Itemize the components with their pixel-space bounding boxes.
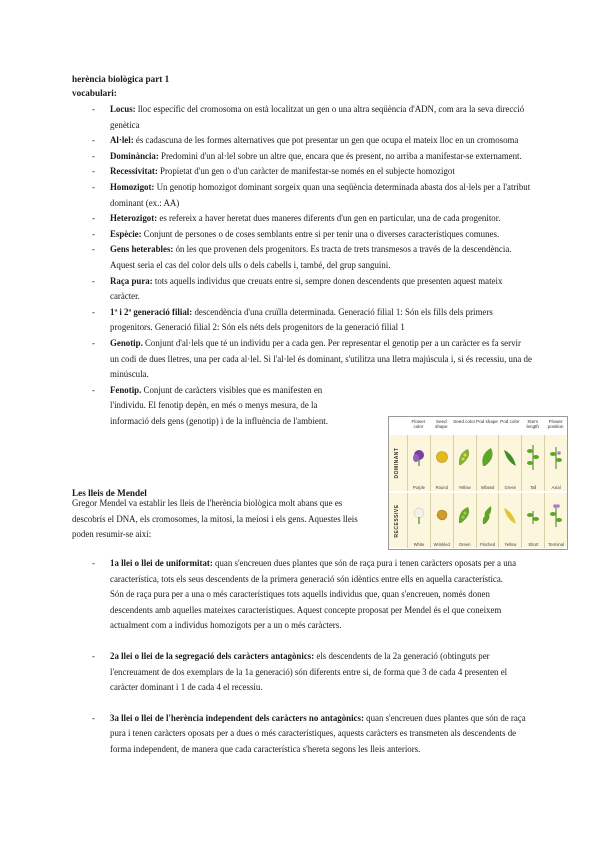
list-item: - Recessivitat: Propietat d'un gen o d'un caràcter de manifestar-se només en el subjecte homozigot (92, 166, 455, 177)
term: Fenotip. (110, 384, 142, 395)
inflated-pod-icon (479, 446, 497, 468)
definition: Un genotip homozigot dominant sorgeix quan una seqüència determinada abasta dos al·lels per a l'atribut dominant (ex.: AA) (110, 181, 531, 208)
green-pod-icon (501, 446, 519, 468)
term: 1ª i 2ª generació filial: (110, 306, 193, 317)
terminal-flower-icon (549, 502, 563, 528)
term: Homozigot: (110, 181, 155, 192)
term: Dominància: (110, 150, 159, 161)
recessive-row-label: RECESSIVE (389, 493, 407, 548)
law-title: 3a llei o llei de l'herència independent dels caràcters no antagònics: (110, 712, 364, 723)
law-text: quan s'encreuen dues plantes que són de raça pura i tenen caràcters oposats per a dues o més característiques, aquests caràcters es transmeten als descendents de forma independent, de manera que cada característica s'hereta segons les lleis anteriors. (110, 712, 526, 754)
short-plant-icon (526, 505, 540, 525)
list-item: - Dominància: Predomini d'un al·lel sobre un altre que, encara que és present, no arriba a manifestar-se externament. (92, 150, 522, 161)
wrinkled-seed-icon (434, 507, 450, 523)
list-item: - 1a llei o llei de uniformitat: quan s'encreuen dues plantes que són de raça pura i tenen caràcters oposats per a una característica, tots els seus descendents de la primera generació són idèntics entre ells en aquella característica. Són de raça pura per a una o més característiques tots aquells individus que, quan s'encreuen, només donen descendents amb aquelles mateixes característiques. Aquest concepte proposat per Mendel és el que coneixem actualment com a individus homozigots per a un o més caràcters. (92, 558, 517, 631)
yellow-pod-seeds-icon (456, 447, 474, 467)
law-title: 2a llei o llei de la segregació dels caràcters antagònics: (110, 650, 315, 661)
term: Espècie: (110, 228, 142, 239)
term: Heterozigot: (110, 213, 158, 224)
trait-cell: Terminal (544, 493, 567, 548)
column-label: Seed color (453, 419, 476, 424)
definition: Conjunt de caràcters visibles que es manifesten en l'individu. El fenotip depèn, en més o menys mesura, de la informació dels gens (genotip) i de la influència de l'ambient. (110, 384, 328, 426)
term: Raça pura: (110, 275, 153, 286)
column-label: Seed shape (435, 419, 448, 429)
trait-cell: Round (430, 435, 453, 491)
definition: es refereix a haver heretat dues maneres diferents d'un gen en particular, una de cada progenitor. (157, 213, 501, 224)
trait-cell: Yellow (453, 435, 476, 491)
trait-cell: Inflated (476, 435, 499, 491)
trait-cell: Green (498, 435, 521, 491)
yellow-pod-icon (501, 504, 519, 526)
purple-flower-icon (411, 448, 427, 466)
column-label: Pod shape (476, 419, 498, 424)
trait-cell: Yellow (498, 493, 521, 548)
green-pod-seeds-icon (456, 505, 474, 525)
term: Gens heterables: (110, 244, 174, 255)
definition: Conjunt de persones o de coses semblants entre si per tenir una o diverses característiques comunes. (141, 228, 500, 239)
pea-traits-figure (388, 416, 568, 550)
recessive-row (407, 493, 567, 548)
trait-cell: Wrinkled (430, 493, 453, 548)
law-text: quan s'encreuen dues plantes que són de raça pura i tenen caràcters oposats per a una característica, tots els seus descendents de la primera generació són idèntics entre ells en aquella característica. (110, 558, 517, 584)
definition: ón les que provenen dels progenitors. Es tracta de trets transmesos a través de la descendència. Aquest seria el cas del color dels ulls o dels cabells i, també, del grup sanguini. (110, 244, 512, 270)
list-item: - Heterozigot: es refereix a haver heretat dues maneres diferents d'un gen en particular, una de cada progenitor. (92, 213, 501, 224)
vocabulary-list (0, 102, 560, 429)
trait-cell: Pinched (476, 493, 499, 548)
definition: Predomini d'un al·lel sobre un altre que, encara que és present, no arriba a manifestar-se externament. (158, 150, 522, 161)
list-item: - 1ª i 2ª generació filial: descendència d'una cruïlla determinada. Generació filial 1: Són els fills dels primers progenitors. Generació filial 2: Són els néts dels progenitors de la generació filial 1 (92, 306, 493, 333)
trait-cell: Short (521, 493, 544, 548)
list-item: - Fenotip. Conjunt de caràcters visibles que es manifesten en l'individu. El fenotip depèn, en més o menys mesura, de la informació dels gens (genotip) i de la influència de l'ambient. (92, 384, 328, 426)
column-label: Flower position (547, 419, 564, 429)
definition: Conjunt d'al·lels que té un individu per a cada gen. Per representar el genotip per a un caràcter es fa servir un codi de dues lletres, una per cada al·lel. Si l'al·lel és dominant, s'utilitza una lletra majúscula i, si és recessiu, una de minúscula. (110, 337, 532, 380)
dominant-row-label: DOMINANT (389, 435, 407, 491)
pinched-pod-icon (479, 504, 497, 526)
law-text: els descendents de la 2a generació (obtinguts per l'encreuament de dos exemplars de la 1a generació) són diferents entre si, de forma que 3 de cada 4 presenten el caràcter dominant i 1 de cada 4 el recessiu. (110, 650, 508, 693)
law-title: 1a llei o llei de uniformitat: (110, 558, 213, 568)
list-item: - Locus: lloc específic del cromosoma on està localitzat un gen o una altra seqüència d'ADN, com ara la seva direcció genètica (92, 104, 525, 130)
definition: descendència d'una cruïlla determinada. Generació filial 1: Són els fills dels primers progenitors. Generació filial 2: Són els néts dels progenitors de la generació filial 1 (110, 306, 493, 333)
document-title: herència biològica part 1 (72, 74, 170, 84)
definition: Propietat d'un gen o d'un caràcter de manifestar-se només en el subjecte homozigot (157, 166, 455, 177)
column-label: Flower color (411, 419, 426, 429)
list-item: - Genotip. Conjunt d'al·lels que té un individu per a cada gen. Per representar el genotip per a un caràcter es fa servir un codi de dues lletres, una per cada al·lel. Si l'al·lel és dominant, s'utilitza una lletra majúscula i, si és recessiu, una de minúscula. (92, 337, 532, 380)
term: Al·lel: (110, 135, 134, 146)
term: Recessivitat: (110, 166, 158, 177)
dominant-row (407, 435, 567, 491)
trait-cell: Tall (521, 435, 544, 491)
trait-cell: Purple (407, 435, 430, 491)
trait-cell: Axial (544, 435, 567, 491)
trait-cell: White (407, 493, 430, 548)
term: Genotip. (110, 337, 143, 348)
definition: és cadascuna de les formes alternatives que pot presentar un gen que ocupa el mateix lloc en un cromosoma (133, 135, 519, 146)
figure-header (407, 417, 567, 435)
list-item: - 3a llei o llei de l'herència independent dels caràcters no antagònics: quan s'encreuen dues plantes que són de raça pura i tenen caràcters oposats per a dues o més característiques, aquests caràcters es transmeten als descendents de forma independent, de manera que cada característica s'hereta segons les lleis anteriors. (92, 712, 526, 754)
list-item: - 2a llei o llei de la segregació dels caràcters antagònics: els descendents de la 2a generació (obtinguts per l'encreuament de dos exemplars de la 1a generació) són diferents entre si, de forma que 3 de cada 4 presenten el caràcter dominant i 1 de cada 4 el recessiu. (92, 650, 508, 693)
list-item: - Espècie: Conjunt de persones o de coses semblants entre si per tenir una o diverses característiques comunes. (92, 228, 500, 239)
mendel-section-title: Les lleis de Mendel (72, 488, 147, 498)
mendel-laws-list (0, 556, 560, 773)
column-label: Pod color (500, 419, 520, 424)
list-item: - Gens heterables: ón les que provenen dels progenitors. Es tracta de trets transmesos a través de la descendència. Aquest seria el cas del color dels ulls o dels cabells i, també, del grup sanguini. (92, 244, 512, 270)
column-label: Stem length (526, 419, 539, 429)
trait-cell: Green (453, 493, 476, 548)
list-item: - Raça pura: tots aquells individus que creuats entre si, sempre donen descendents que presenten aquest mateix caràcter. (92, 275, 503, 302)
law-extra: Són de raça pura per a una o més característiques tots aquells individus que, quan s'encreuen, només donen descendents amb aquelles mateixes característiques. Aquest concepte proposat per Mendel és el que coneixem actualment com a individus homozigots per a un o més caràcters. (110, 589, 502, 631)
definition: tots aquells individus que creuats entre si, sempre donen descendents que presenten aquest mateix caràcter. (110, 275, 503, 302)
list-item: - Al·lel: és cadascuna de les formes alternatives que pot presentar un gen que ocupa el mateix lloc en un cromosoma (92, 135, 519, 146)
round-seed-icon (434, 449, 450, 465)
white-flower-icon (411, 506, 427, 524)
term: Locus: (110, 104, 136, 114)
mendel-intro: Gregor Mendel va establir les lleis de l'herència biològica molt abans que es descobrís el DNA, els cromosomes, la mitosi, la meiosi i els gens. Aquestes lleis poden resumir-se així: (72, 498, 358, 540)
tall-plant-icon (526, 443, 540, 471)
axial-flower-icon (549, 444, 563, 470)
list-item: - Homozigot: Un genotip homozigot dominant sorgeix quan una seqüència determinada abasta dos al·lels per a l'atribut dominant (ex.: AA) (92, 181, 531, 208)
definition: lloc específic del cromosoma on està localitzat un gen o una altra seqüència d'ADN, com ara la seva direcció genètica (110, 104, 525, 130)
vocabulary-heading: vocabulari: (72, 88, 117, 98)
